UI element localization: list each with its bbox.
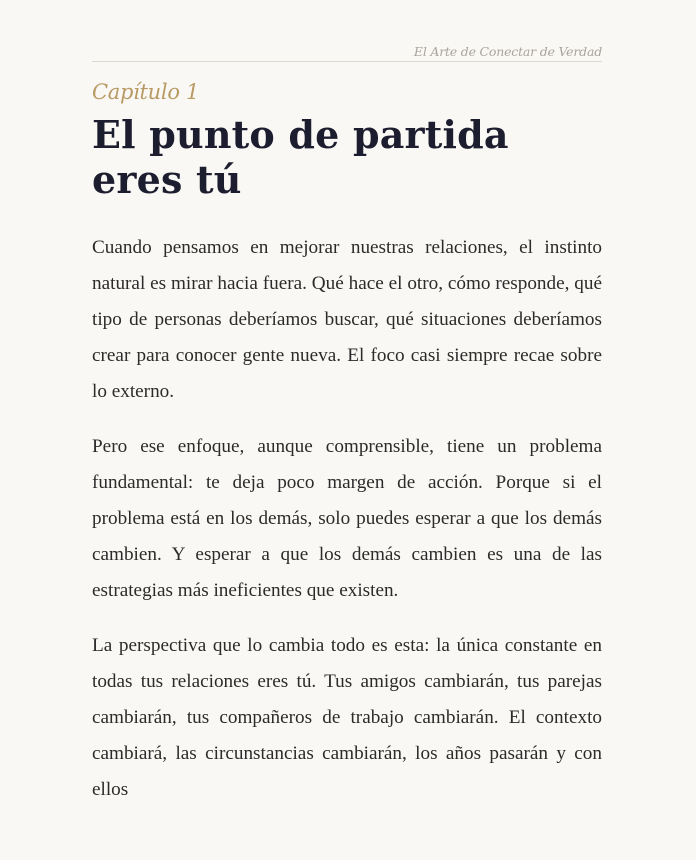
chapter-label: Capítulo 1 <box>92 80 200 104</box>
book-page <box>92 0 602 827</box>
chapter-title: El punto de partida eres tú <box>92 112 509 202</box>
paragraph: La perspectiva que lo cambia todo es esta: la única constante en todas tus relaciones eres tú. Tus amigos cambiarán, tus parejas cambiarán, tus compañeros de trabajo cambiarán. El contexto cambiará, las circunstancias cambiarán, los años pasarán y con ellos <box>92 635 602 800</box>
paragraph: Pero ese enfoque, aunque comprensible, tiene un problema fundamental: te deja poco margen de acción. Porque si el problema está en los demás, solo puedes esperar a que los demás cambien. Y esperar a que los demás cambien es una de las estrategias más ineficientes que existen. <box>92 436 602 601</box>
chapter-body <box>92 230 602 808</box>
running-header-book-title: El Arte de Conectar de Verdad <box>92 43 602 62</box>
paragraph: Cuando pensamos en mejorar nuestras relaciones, el instinto natural es mirar hacia fuera. Qué hace el otro, cómo responde, qué tipo de personas deberíamos buscar, qué situaciones deberíamos crear para conocer gente nueva. El foco casi siempre recae sobre lo externo. <box>92 237 602 402</box>
